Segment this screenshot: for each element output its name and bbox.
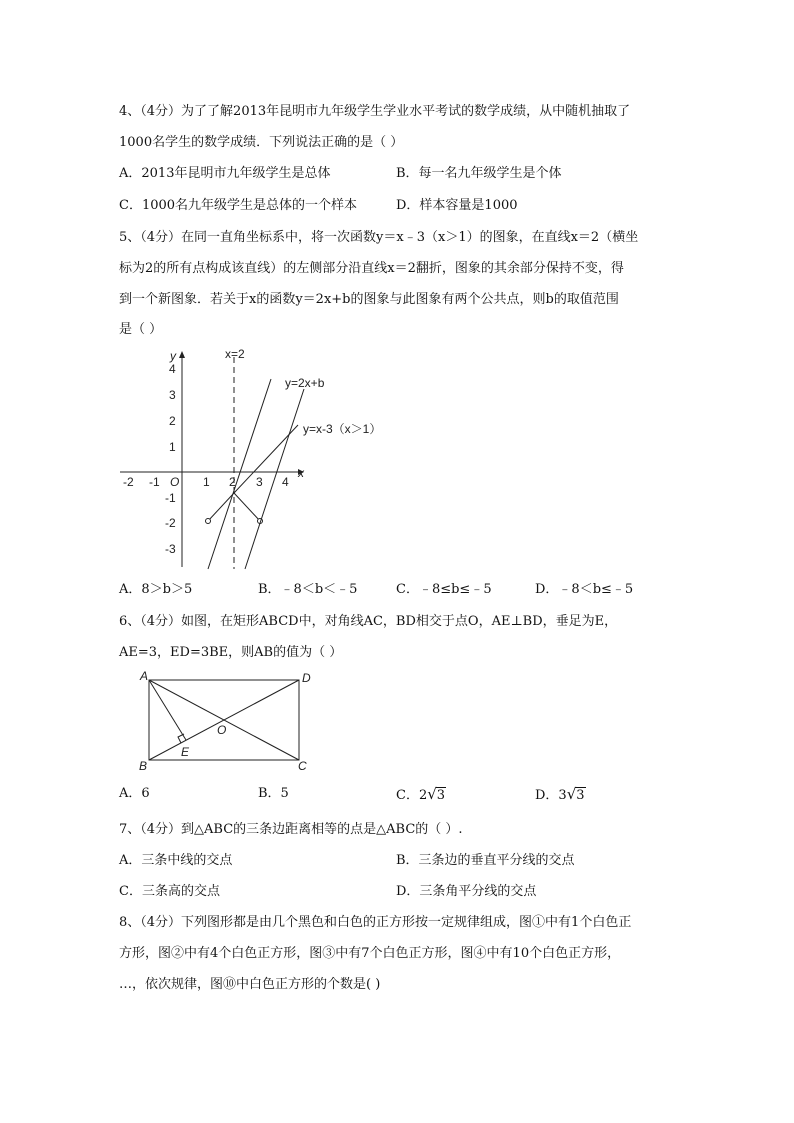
point-e-label: E xyxy=(181,745,190,759)
q6-option-d-radicand: 3 xyxy=(576,788,585,803)
q4-option-b: B．每一名九年级学生是个体 xyxy=(396,166,562,181)
vertex-b-label: B xyxy=(139,759,148,773)
q4-option-a: A．2013年昆明市九年级学生是总体 xyxy=(119,166,331,181)
vertex-d-label: D xyxy=(302,671,311,685)
q6-rectangle-figure xyxy=(134,668,324,776)
q5-stem-line-1: 5、（4分）在同一直角坐标系中，将一次函数y＝x﹣3（x＞1）的图象，在直线x＝2（横坐 xyxy=(119,230,639,245)
q7-option-c: C．三条高的交点 xyxy=(119,884,220,899)
q7-option-b: B．三条边的垂直平分线的交点 xyxy=(396,853,575,868)
origin-label: O xyxy=(170,475,180,489)
q8-stem-line-3: …，依次规律，图⑩中白色正方形的个数是( ) xyxy=(119,977,381,992)
x-tick-label: 1 xyxy=(203,475,210,489)
y-axis-label: y xyxy=(170,349,176,363)
reflected-left-segment xyxy=(208,493,234,521)
x-tick-label: 2 xyxy=(229,475,236,489)
line-2x-plus-b-upper xyxy=(208,379,271,569)
q4-option-c: C．1000名九年级学生是总体的一个样本 xyxy=(119,198,358,213)
q5-option-b: B．﹣8＜b＜﹣5 xyxy=(258,582,358,597)
q5-stem-line-3: 到一个新图象．若关于x的函数y＝2x+b的图象与此图象有两个公共点，则b的取值范围 xyxy=(119,292,619,307)
x-tick-label: -1 xyxy=(149,475,160,489)
q6-option-b: B．5 xyxy=(258,786,289,801)
q5-coordinate-graph xyxy=(112,345,402,573)
q7-option-a: A．三条中线的交点 xyxy=(119,853,233,868)
q5-option-a: A．8＞b＞5 xyxy=(119,582,193,597)
q4-stem-line-2: 1000名学生的数学成绩．下列说法正确的是（ ） xyxy=(119,135,404,150)
y-tick-label: 3 xyxy=(169,388,176,402)
label-y-x-minus-3: y=x-3（x＞1） xyxy=(303,422,382,436)
x-axis-label: x xyxy=(298,466,304,480)
y-tick-label: 2 xyxy=(169,414,176,428)
vertex-a-label: A xyxy=(140,669,149,683)
label-y-2x-plus-b: y=2x+b xyxy=(285,376,325,390)
q6-option-a: A．6 xyxy=(119,786,150,801)
q5-option-c: C．﹣8≤b≤﹣5 xyxy=(396,582,492,597)
q7-option-d: D．三条角平分线的交点 xyxy=(396,884,537,899)
q6-option-c-radicand: 3 xyxy=(436,788,446,803)
point-o-label: O xyxy=(217,723,227,737)
vertex-c-label: C xyxy=(298,759,307,773)
x-tick-label: 3 xyxy=(256,475,263,489)
q8-stem-line-2: 方形，图②中有4个白色正方形，图③中有7个白色正方形，图④中有10个白色正方形， xyxy=(119,946,621,961)
q5-option-d: D．﹣8＜b≤﹣5 xyxy=(535,582,634,597)
x-tick-label: -2 xyxy=(123,475,134,489)
q6-option-c-prefix: C．2 xyxy=(396,788,428,803)
q8-stem-line-1: 8、（4分）下列图形都是由几个黑色和白色的正方形按一定规律组成，图①中有1个白色正 xyxy=(119,915,632,930)
q5-stem-line-2: 标为2的所有点构成该直线）的左侧部分沿直线x＝2翻折，图象的其余部分保持不变，得 xyxy=(119,261,624,276)
q6-option-d-prefix: D．3 xyxy=(535,788,567,803)
y-axis-arrow xyxy=(179,351,185,358)
sqrt-symbol: √3 xyxy=(566,785,585,803)
y-tick-label: -1 xyxy=(165,491,176,505)
label-x-equals-2: x=2 xyxy=(225,347,245,361)
y-tick-label: 1 xyxy=(169,440,176,454)
line-2x-plus-b-lower xyxy=(245,389,304,569)
q5-stem-line-4: 是（ ） xyxy=(119,322,163,337)
sqrt-symbol: √3 xyxy=(427,785,446,803)
y-tick-label: -2 xyxy=(165,516,176,530)
q7-stem-line-1: 7、（4分）到△ABC的三条边距离相等的点是△ABC的（ ）. xyxy=(119,822,463,837)
q6-stem-line-2: AE=3，ED=3BE，则AB的值为（ ） xyxy=(119,645,343,660)
y-tick-label: 4 xyxy=(169,362,176,376)
y-tick-label: -3 xyxy=(165,542,176,556)
q6-stem-line-1: 6、（4分）如图，在矩形ABCD中，对角线AC，BD相交于点O，AE⊥BD，垂足为E， xyxy=(119,614,618,629)
reflected-right-segment xyxy=(234,493,260,521)
q6-option-d xyxy=(535,784,586,806)
open-endpoint-left xyxy=(206,519,211,524)
x-tick-label: 4 xyxy=(282,475,289,489)
q4-option-d: D．样本容量是1000 xyxy=(396,198,518,213)
q6-option-c xyxy=(396,784,446,806)
q4-stem-line-1: 4、（4分）为了了解2013年昆明市九年级学生学业水平考试的数学成绩，从中随机抽取了 xyxy=(119,104,631,119)
segment-ae xyxy=(149,680,186,740)
